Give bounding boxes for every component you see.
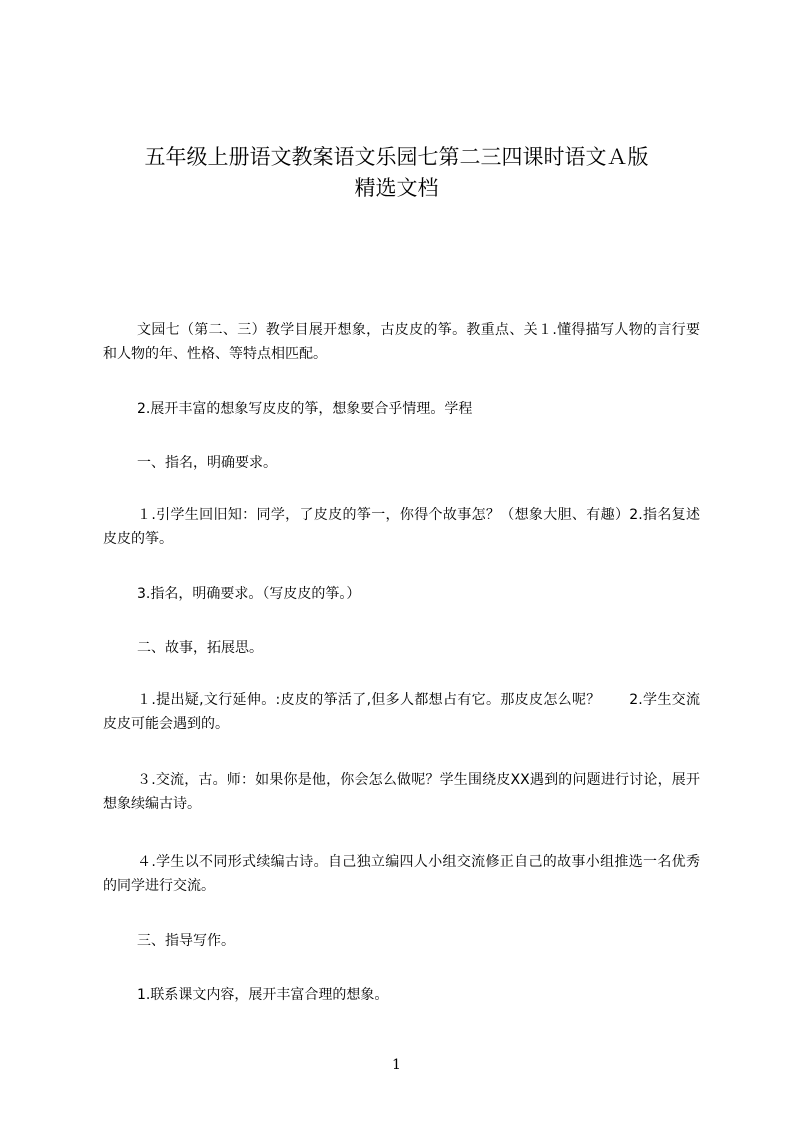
paragraph-discussion: ３.交流，古。师：如果你是他，你会怎么做呢？学生围绕皮XX遇到的问题进行讨论，展开想象续编古诗。 (103, 772, 700, 812)
section-heading-2: 二、故事，拓展思。 (137, 640, 263, 656)
paragraph-requirements: 3.指名，明确要求。（写皮皮的筝。） (137, 586, 361, 602)
document-title (100, 142, 693, 204)
title-line-1: 五年级上册语文教案语文乐园七第二三四课时语文Ａ版 (144, 145, 649, 169)
title-line-2: 精选文档 (354, 176, 439, 200)
paragraph-questions: １.提出疑,文行延伸。:皮皮的筝活了,但多人都想占有它。那皮皮怎么呢？ 2.学生交流皮皮可能会遇到的。 (103, 692, 700, 732)
section-heading-3: 三、指导写作。 (137, 933, 235, 949)
section-heading-1: 一、指名，明确要求。 (137, 455, 277, 471)
page-number: 1 (392, 1057, 401, 1073)
paragraph-review: １.引学生回旧知：同学，了皮皮的筝一，你得个故事怎？（想象大胆、有趣）2.指名复述皮皮的筝。 (103, 507, 700, 547)
paragraph-imagination-goal: 2.展开丰富的想象写皮皮的筝，想象要合乎情理。学程 (137, 401, 473, 417)
paragraph-writing-guide: 1.联系课文内容，展开丰富合理的想象。 (137, 987, 389, 1003)
paragraph-objectives: 文园七（第二、三）教学目展开想象，古皮皮的筝。教重点、关１.懂得描写人物的言行要和人物的年、性格、等特点相匹配。 (103, 322, 700, 362)
paragraph-group-work: ４.学生以不同形式续编古诗。自己独立编四人小组交流修正自己的故事小组推选一名优秀的同学进行交流。 (103, 854, 700, 894)
